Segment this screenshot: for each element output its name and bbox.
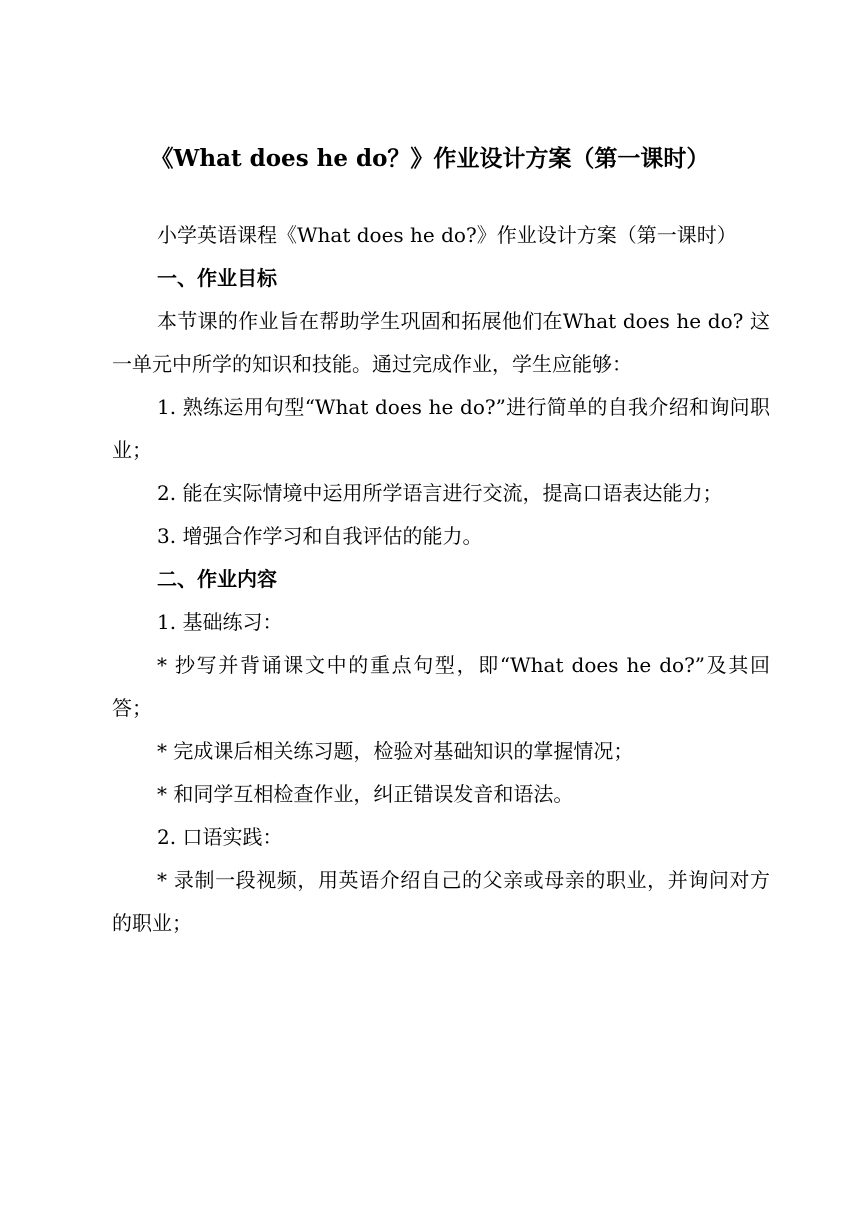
document-title: 《What does he do？》作业设计方案（第一课时） <box>150 145 710 172</box>
section-heading-content: 二、作业内容 <box>157 567 277 591</box>
section-heading-goals: 一、作业目标 <box>157 266 277 290</box>
paragraph-goal-2: 2. 能在实际情境中运用所学语言进行交流，提高口语表达能力； <box>157 481 723 505</box>
paragraph-oral-item-1: * 录制一段视频，用英语介绍自己的父亲或母亲的职业，并询问对方的职业； <box>112 868 770 935</box>
document-body <box>112 214 770 945</box>
paragraph-goal-1: 1. 熟练运用句型“What does he do?”进行简单的自我介绍和询问职业； <box>112 395 770 462</box>
paragraph-basic-practice: 1. 基础练习： <box>157 610 283 634</box>
paragraph-goals-intro: 本节课的作业旨在帮助学生巩固和拓展他们在What does he do? 这一单元中所学的知识和技能。通过完成作业，学生应能够： <box>112 309 770 376</box>
paragraph-basic-item-1: * 抄写并背诵课文中的重点句型，即“What does he do?”及其回答； <box>112 653 770 720</box>
paragraph-oral-practice: 2. 口语实践： <box>157 825 283 849</box>
paragraph-basic-item-3: * 和同学互相检查作业，纠正错误发音和语法。 <box>157 782 574 806</box>
paragraph-basic-item-2: * 完成课后相关练习题，检验对基础知识的掌握情况； <box>157 739 634 763</box>
paragraph-goal-3: 3. 增强合作学习和自我评估的能力。 <box>157 524 483 548</box>
paragraph-intro: 小学英语课程《What does he do?》作业设计方案（第一课时） <box>157 223 737 247</box>
